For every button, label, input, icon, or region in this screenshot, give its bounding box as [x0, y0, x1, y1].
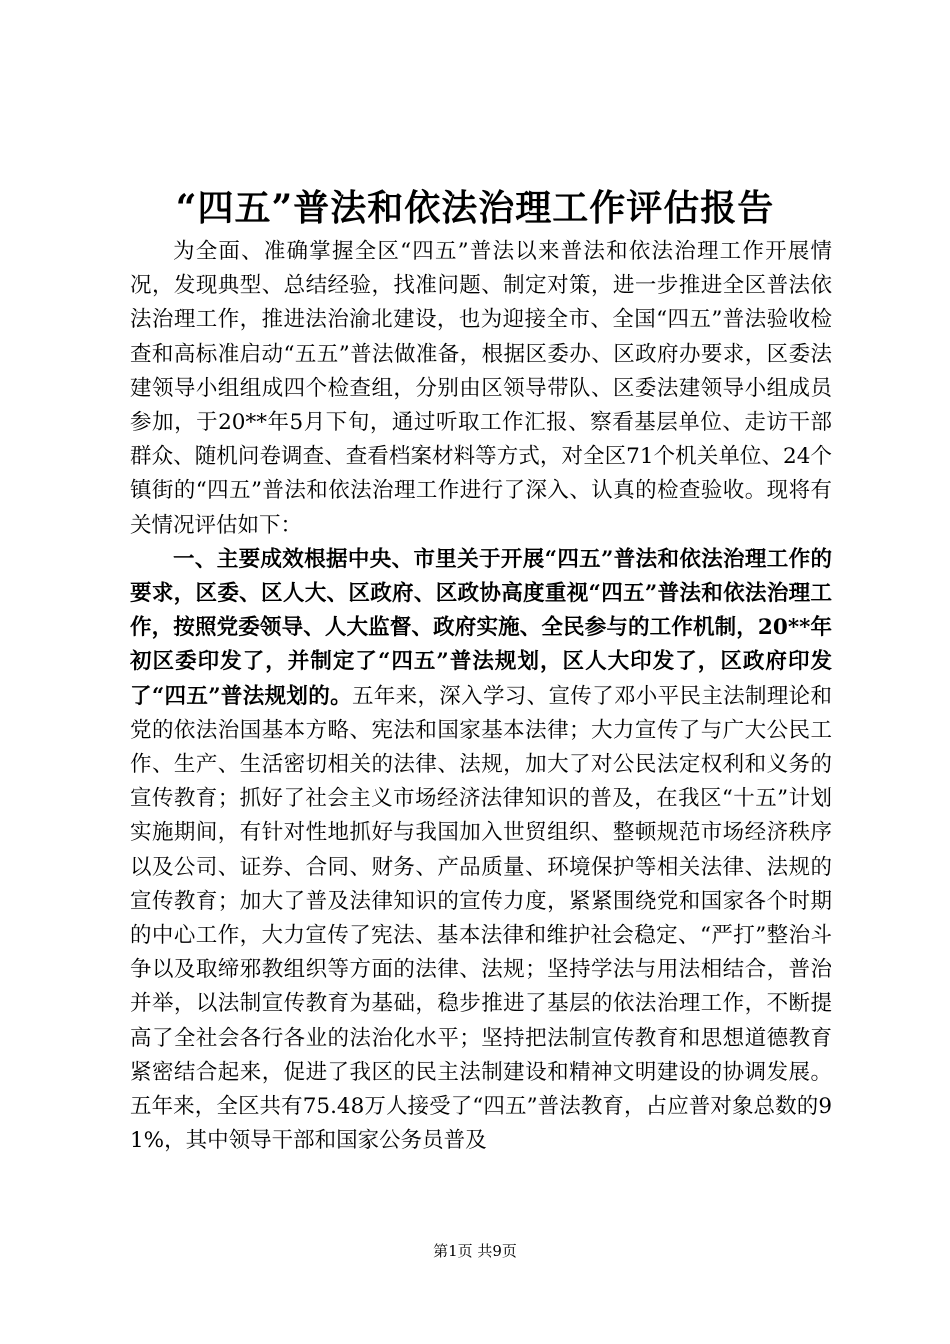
paragraph-intro [130, 235, 832, 543]
section-heading-main-results: 一、主要成效根据中央、市里关于开展“四五”普法和依法治理工作的要求，区委、区人大、区政府、区政协高度重视“四五”普法和依法治理工作，按照党委领导、人大监督、政府实施、全民参与的工作机制，20**年初区委印发了，并制定了“四五”普法规划，区人大印发了，区政府印发了“四五”普法规划的。 [130, 546, 832, 709]
paragraph-section-one-text: 五年来，深入学习、宣传了邓小平民主法制理论和党的依法治国基本方略、宪法和国家基本法律；大力宣传了与广大公民工作、生产、生活密切相关的法律、法规，加大了对公民法定权利和义务的宣传教育；抓好了社会主义市场经济法律知识的普及，在我区“十五”计划实施期间，有针对性地抓好与我国加入世贸组织、整顿规范市场经济秩序以及公司、证券、合同、财务、产品质量、环境保护等相关法律、法规的宣传教育；加大了普及法律知识的宣传力度，紧紧围绕党和国家各个时期的中心工作，大力宣传了宪法、基本法律和维护社会稳定、“严打”整治斗争以及取缔邪教组织等方面的法律、法规；坚持学法与用法相结合，普治并举，以法制宣传教育为基础，稳步推进了基层的依法治理工作，不断提高了全社会各行各业的法治化水平；坚持把法制宣传教育和思想道德教育紧密结合起来，促进了我区的民主法制建设和精神文明建设的协调发展。五年来，全区共有75.48万人接受了“四五”普法教育，占应普对象总数的91%，其中领导干部和国家公务员普及 [130, 683, 832, 1154]
page-number: 第1页 [433, 1242, 473, 1260]
paragraph-intro-text: 为全面、准确掌握全区“四五”普法以来普法和依法治理工作开展情况，发现典型、总结经验，找准问题、制定对策，进一步推进全区普法依法治理工作，推进法治渝北建设，也为迎接全市、全国“四五”普法验收检查和高标准启动“五五”普法做准备，根据区委办、区政府办要求，区委法建领导小组组成四个检查组，分别由区领导带队、区委法建领导小组成员参加，于20**年5月下旬，通过听取工作汇报、察看基层单位、走访干部群众、随机问卷调查、查看档案材料等方式，对全区71个机关单位、24个镇街的“四五”普法和依法治理工作进行了深入、认真的检查验收。现将有关情况评估如下： [130, 239, 832, 538]
paragraph-section-one [130, 543, 832, 1159]
document-title: “四五”普法和依法治理工作评估报告 [175, 187, 775, 229]
page-footer [0, 1241, 950, 1261]
page-total: 共9页 [477, 1242, 517, 1260]
document-body [130, 235, 832, 1158]
